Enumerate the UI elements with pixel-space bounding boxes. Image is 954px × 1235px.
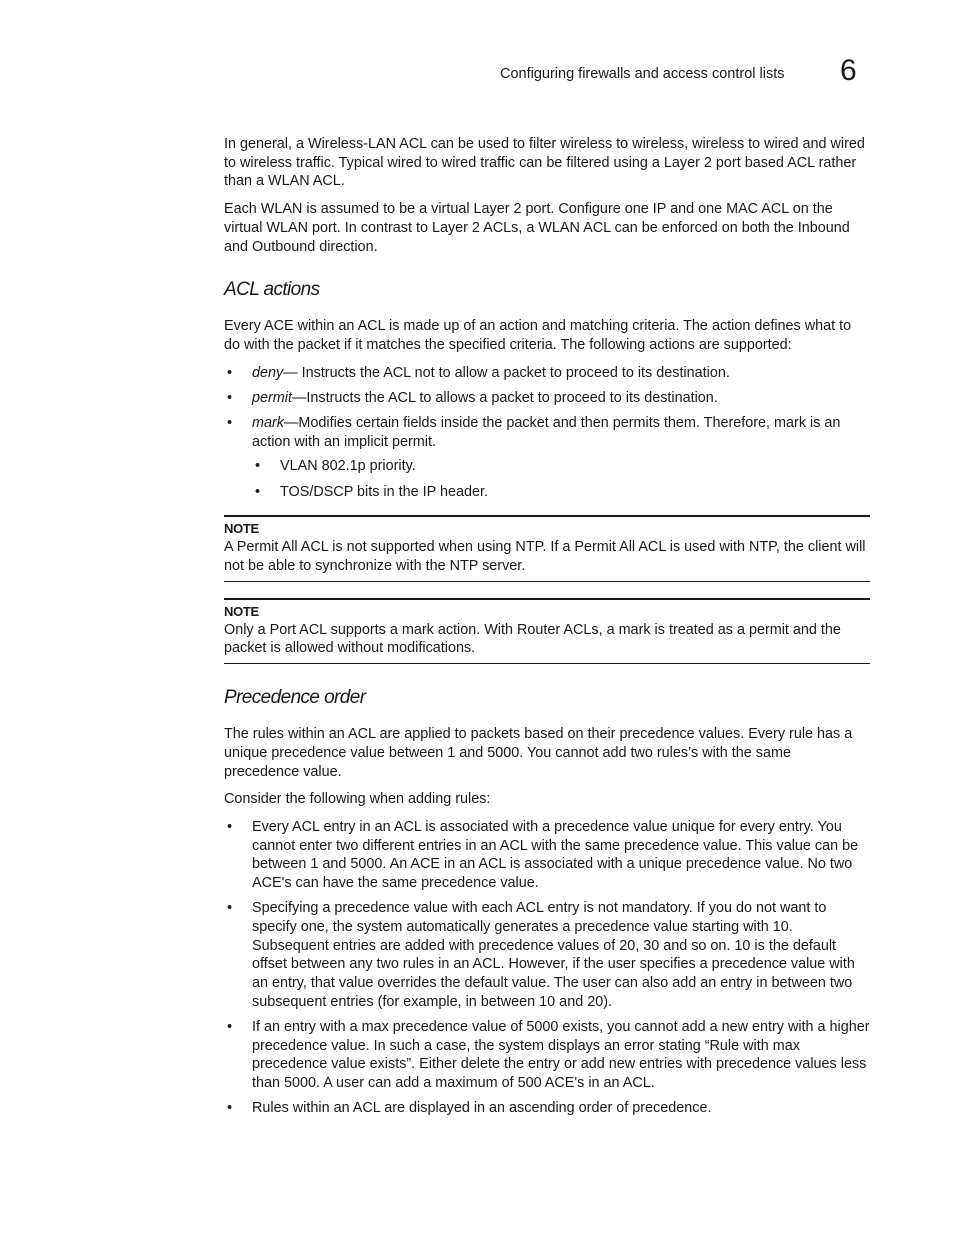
precedence-rules-list	[224, 818, 870, 1118]
running-header: Configuring firewalls and access control lists	[500, 66, 785, 82]
page-content	[224, 135, 870, 1125]
intro-paragraph-1: In general, a Wireless-LAN ACL can be used to filter wireless to wireless, wireless to wired and wired to wireless traffic. Typical wired to wired traffic can be filtered using a Layer 2 port based ACL rather than a WLAN ACL.	[224, 136, 865, 190]
list-item	[224, 389, 870, 408]
list-item: • Specifying a precedence value with each ACL entry is not mandatory. If you do not want to specify one, the system automatically generates a precedence value starting with 10. Subsequent entries are added with precedence values of 20, 30 and so on. 10 is the default offset between any two rules in an ACL. However, if the user specifies a precedence value with an entry, that value overrides the default value. The user can also add an entry in between two subsequent entries (for example, in between 10 and 20).	[224, 899, 870, 1011]
precedence-paragraph-1: The rules within an ACL are applied to packets based on their precedence values. Every rule has a unique precedence value between 1 and 5000. You cannot add two rules’s with the same precedence value.	[224, 726, 853, 780]
list-item: • Every ACL entry in an ACL is associated with a precedence value unique for every entry. You cannot enter two different entries in an ACL with the same precedence value. This value can be between 1 and 5000. An ACE in an ACL is associated with a unique precedence value. No two ACE's can have the same precedence value.	[224, 818, 870, 893]
acl-actions-intro: Every ACE within an ACL is made up of an action and matching criteria. The action defines what to do with the packet if it matches the specified criteria. The following actions are supported:	[224, 318, 852, 353]
list-item	[224, 414, 870, 501]
note-label: NOTE	[224, 603, 259, 619]
precedence-order-heading: Precedence order	[224, 687, 366, 709]
note-label: NOTE	[224, 521, 259, 537]
action-description: — Instructs the ACL not to allow a packet to proceed to its destination.	[283, 364, 730, 381]
acl-actions-heading: ACL actions	[224, 279, 320, 301]
list-item: • Rules within an ACL are displayed in an ascending order of precedence.	[224, 1099, 870, 1118]
list-item: • TOS/DSCP bits in the IP header.	[252, 483, 870, 502]
note-text: Only a Port ACL supports a mark action. With Router ACLs, a mark is treated as a permit and the packet is allowed without modifications.	[224, 621, 841, 657]
action-description: —Modifies certain fields inside the packet and then permits them. Therefore, mark is an action with an implicit permit.	[252, 415, 841, 450]
precedence-paragraph-2: Consider the following when adding rules:	[224, 791, 491, 808]
action-term: mark	[252, 415, 284, 432]
list-item	[224, 364, 870, 383]
action-description: —Instructs the ACL to allows a packet to proceed to its destination.	[291, 389, 718, 406]
note-box	[224, 598, 870, 664]
mark-sublist	[252, 457, 870, 501]
list-item: • VLAN 802.1p priority.	[252, 457, 870, 476]
note-text: A Permit All ACL is not supported when using NTP. If a Permit All ACL is used with NTP, the client will not be able to synchronize with the NTP server.	[224, 539, 866, 575]
action-term: permit	[252, 389, 292, 406]
intro-paragraph-2: Each WLAN is assumed to be a virtual Layer 2 port. Configure one IP and one MAC ACL on the virtual WLAN port. In contrast to Layer 2 ACLs, a WLAN ACL can be enforced on both the Inbound and Outbound direction.	[224, 201, 850, 255]
action-term: deny	[252, 364, 284, 381]
note-box	[224, 515, 870, 581]
chapter-number: 6	[840, 54, 857, 87]
acl-actions-list	[224, 364, 870, 502]
list-item: • If an entry with a max precedence value of 5000 exists, you cannot add a new entry with a higher precedence value. In such a case, the system displays an error stating “Rule with max precedence value exists”. Either delete the entry or add new entries with precedence values less than 5000. A user can add a maximum of 500 ACE's in an ACL.	[224, 1018, 870, 1093]
